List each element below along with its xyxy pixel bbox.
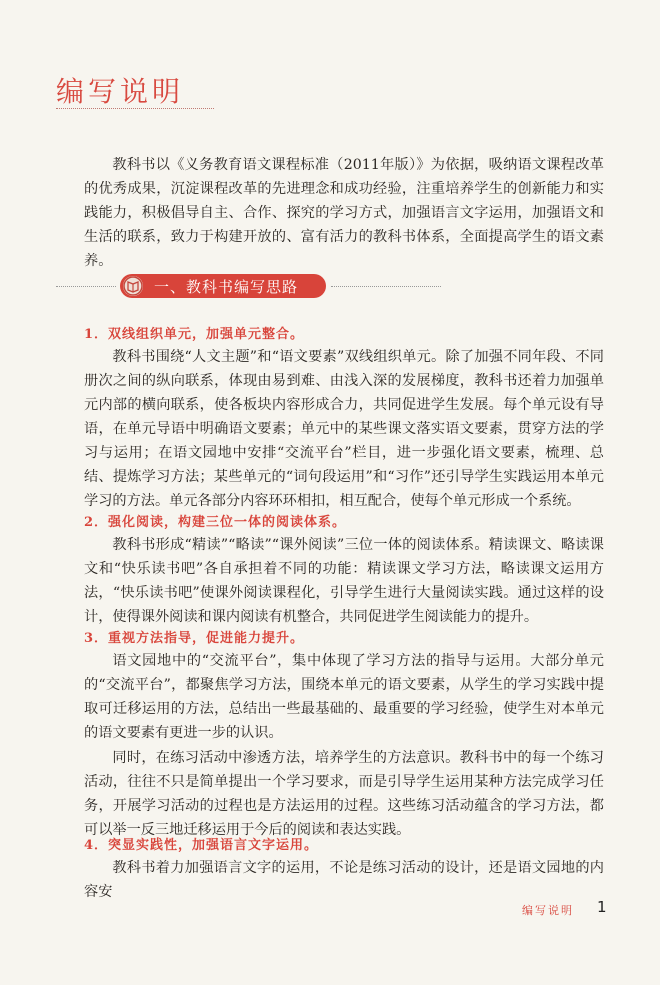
section-pill (120, 274, 326, 298)
item-paragraph: 教科书围绕“人文主题”和“语文要素”双线组织单元。除了加强不同年段、不同册次之间的纵向联系，体现由易到难、由浅入深的发展梯度，教科书还着力加强单元内部的横向联系，使各板块内容形成合力，共同促进学生发展。每个单元设有导语，在单元导语中明确语文要素；单元中的某些课文落实语文要素，贯穿方法的学习与运用；在语文园地中安排“交流平台”栏目，进一步强化语文要素，梳理、总结、提炼学习方法；某些单元的“词句段运用”和“习作”还引导学生实践运用本单元学习的方法。单元各部分内容环环相扣，相互配合，使每个单元形成一个系统。 (84, 349, 604, 509)
intro-paragraph: 教科书以《义务教育语文课程标准（2011年版）》为依据，吸纳语文课程改革的优秀成果，沉淀课程改革的先进理念和成功经验，注重培养学生的创新能力和实践能力，积极倡导自主、合作、探究的学习方式，加强语言文字运用，加强语文和生活的联系，致力于构建开放的、富有活力的教科书体系，全面提高学生的语文素养。 (84, 157, 604, 269)
footer-running-title: 编写说明 (522, 904, 574, 917)
item-paragraph: 教科书着力加强语言文字的运用，不论是练习活动的设计，还是语文园地的内容安 (84, 860, 604, 900)
item-paragraph: 教科书形成“精读”“略读”“课外阅读”三位一体的阅读体系。精读课文、略读课文和“快乐读书吧”各自承担着不同的功能：精读课文学习方法，略读课文运用方法，“快乐读书吧”使课外阅读课程化，引导学生进行大量阅读实践。通过这样的设计，使得课外阅读和课内阅读有机整合，共同促进学生阅读能力的提升。 (84, 537, 604, 625)
title-underline (56, 108, 214, 109)
section-rule-right (331, 286, 441, 287)
item-heading: 1．双线组织单元，加强单元整合。 (84, 327, 305, 342)
item-heading: 3．重视方法指导，促进能力提升。 (84, 631, 305, 646)
item-heading: 2．强化阅读，构建三位一体的阅读体系。 (84, 515, 347, 530)
section-title: 一、教科书编写思路 (154, 278, 299, 296)
item-paragraph: 同时，在练习活动中渗透方法，培养学生的方法意识。教科书中的每一个练习活动，往往不只是简单提出一个学习要求，而是引导学生运用某种方法完成学习任务，开展学习活动的过程也是方法运用的过程。这些练习活动蕴含的学习方法，都可以举一反三地迁移运用于今后的阅读和表达实践。 (84, 750, 604, 838)
section-book-icon (123, 276, 143, 296)
section-header (56, 274, 441, 298)
item-heading: 4．突显实践性，加强语言文字运用。 (84, 838, 319, 853)
page-title: 编写说明 (56, 75, 185, 108)
page-number: 1 (597, 898, 607, 916)
section-rule-left (56, 286, 116, 287)
item-paragraph: 语文园地中的“交流平台”，集中体现了学习方法的指导与运用。大部分单元的“交流平台”，都聚焦学习方法，围绕本单元的语文要素，从学生的学习实践中提取可迁移运用的方法，总结出一些最基础的、最重要的学习经验，使学生对本单元的语文要素有更进一步的认识。 (84, 653, 604, 741)
